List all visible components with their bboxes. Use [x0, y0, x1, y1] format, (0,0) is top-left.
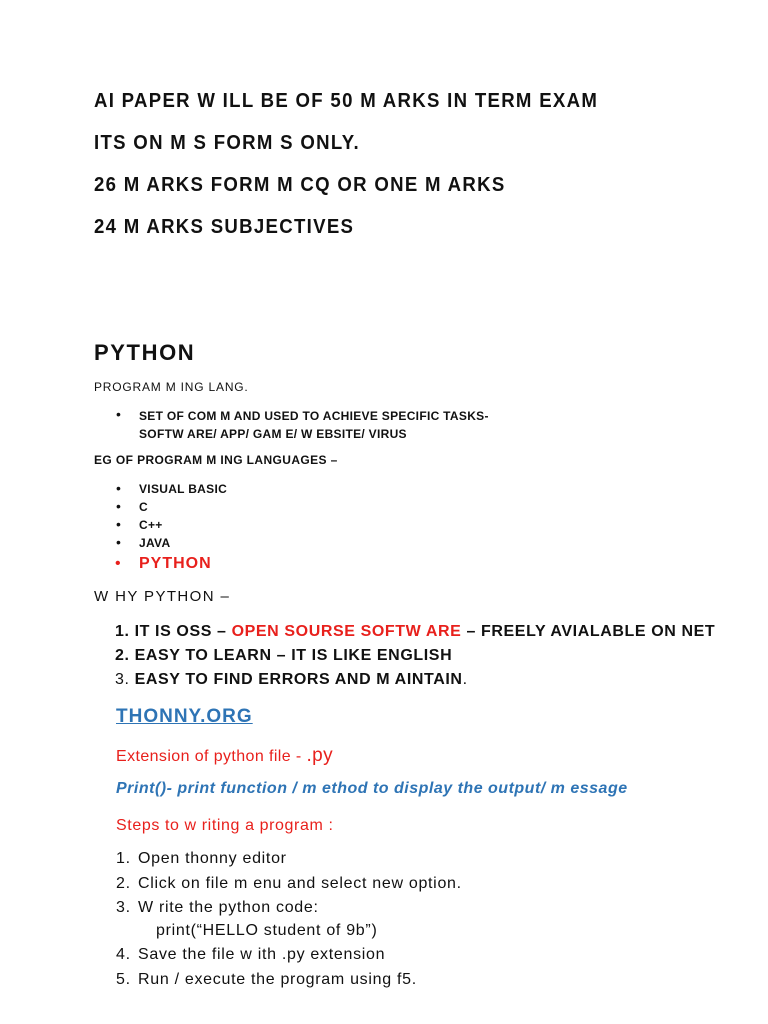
reason-1-highlight: OPEN SOURSE SOFTW ARE — [231, 623, 462, 640]
print-description: Print()- print function / m ethod to display the output/ m essage — [116, 780, 628, 797]
step-number: 1. — [116, 850, 131, 867]
extension-line — [116, 745, 333, 767]
bullet-icon: • — [116, 498, 121, 514]
extension-text: Extension of python file - — [116, 748, 307, 765]
reason-3-num: 3. — [115, 671, 130, 688]
reason-2: 2. EASY TO LEARN – IT IS LIKE ENGLISH — [115, 647, 453, 664]
reason-3 — [115, 671, 468, 689]
step-number: 5. — [116, 971, 131, 988]
language-item: C — [139, 500, 148, 514]
language-item: JAVA — [139, 536, 171, 550]
definition-line-2: SOFTW ARE/ APP/ GAM E/ W EBSITE/ VIRUS — [139, 427, 407, 441]
reason-1 — [115, 623, 715, 641]
code-line: print(“HELLO student of 9b”) — [156, 922, 378, 939]
reason-3-text: EASY TO FIND ERRORS AND M AINTAIN — [134, 671, 463, 688]
language-item: C++ — [139, 518, 163, 532]
step-text: Run / execute the program using f5. — [138, 971, 417, 988]
step-text: W rite the python code: — [138, 899, 319, 916]
header-line-1: AI PAPER W ILL BE OF 50 M ARKS IN TERM EXAM — [94, 90, 599, 112]
reason-3-end: . — [462, 671, 468, 688]
why-label: W HY PYTHON – — [94, 588, 231, 605]
step-number: 3. — [116, 899, 131, 916]
header-line-3: 26 M ARKS FORM M CQ OR ONE M ARKS — [94, 174, 506, 196]
step-text: Open thonny editor — [138, 850, 287, 867]
step-number: 2. — [116, 875, 131, 892]
reason-1-suffix: – FREELY AVIALABLE ON NET — [461, 623, 716, 640]
step-item — [116, 971, 417, 989]
reason-1-prefix: 1. IT IS OSS – — [115, 623, 232, 640]
step-item — [116, 899, 319, 917]
highlight-language: PYTHON — [139, 555, 212, 572]
header-line-4: 24 M ARKS SUBJECTIVES — [94, 216, 355, 238]
bullet-icon: • — [115, 555, 121, 572]
language-item: VISUAL BASIC — [139, 482, 228, 496]
bullet-icon: • — [116, 534, 121, 550]
bullet-icon: • — [116, 480, 121, 496]
step-number: 4. — [116, 946, 131, 963]
definition-line-1: SET OF COM M AND USED TO ACHIEVE SPECIFIC TASKS- — [139, 409, 489, 423]
bullet-icon: • — [116, 516, 121, 532]
extension-value: .py — [306, 745, 334, 766]
header-line-2: ITS ON M S FORM S ONLY. — [94, 132, 360, 154]
step-text: Click on file m enu and select new option. — [138, 875, 462, 892]
programming-lang-label: PROGRAM M ING LANG. — [94, 380, 249, 394]
step-item — [116, 875, 462, 893]
step-item — [116, 946, 385, 964]
step-text: Save the file w ith .py extension — [138, 946, 386, 963]
steps-title: Steps to w riting a program : — [116, 817, 334, 834]
thonny-link[interactable]: THONNY.ORG — [116, 706, 253, 727]
section-title: PYTHON — [94, 340, 196, 365]
examples-label: EG OF PROGRAM M ING LANGUAGES – — [94, 453, 338, 467]
bullet-icon: • — [116, 406, 121, 422]
step-item — [116, 850, 287, 868]
